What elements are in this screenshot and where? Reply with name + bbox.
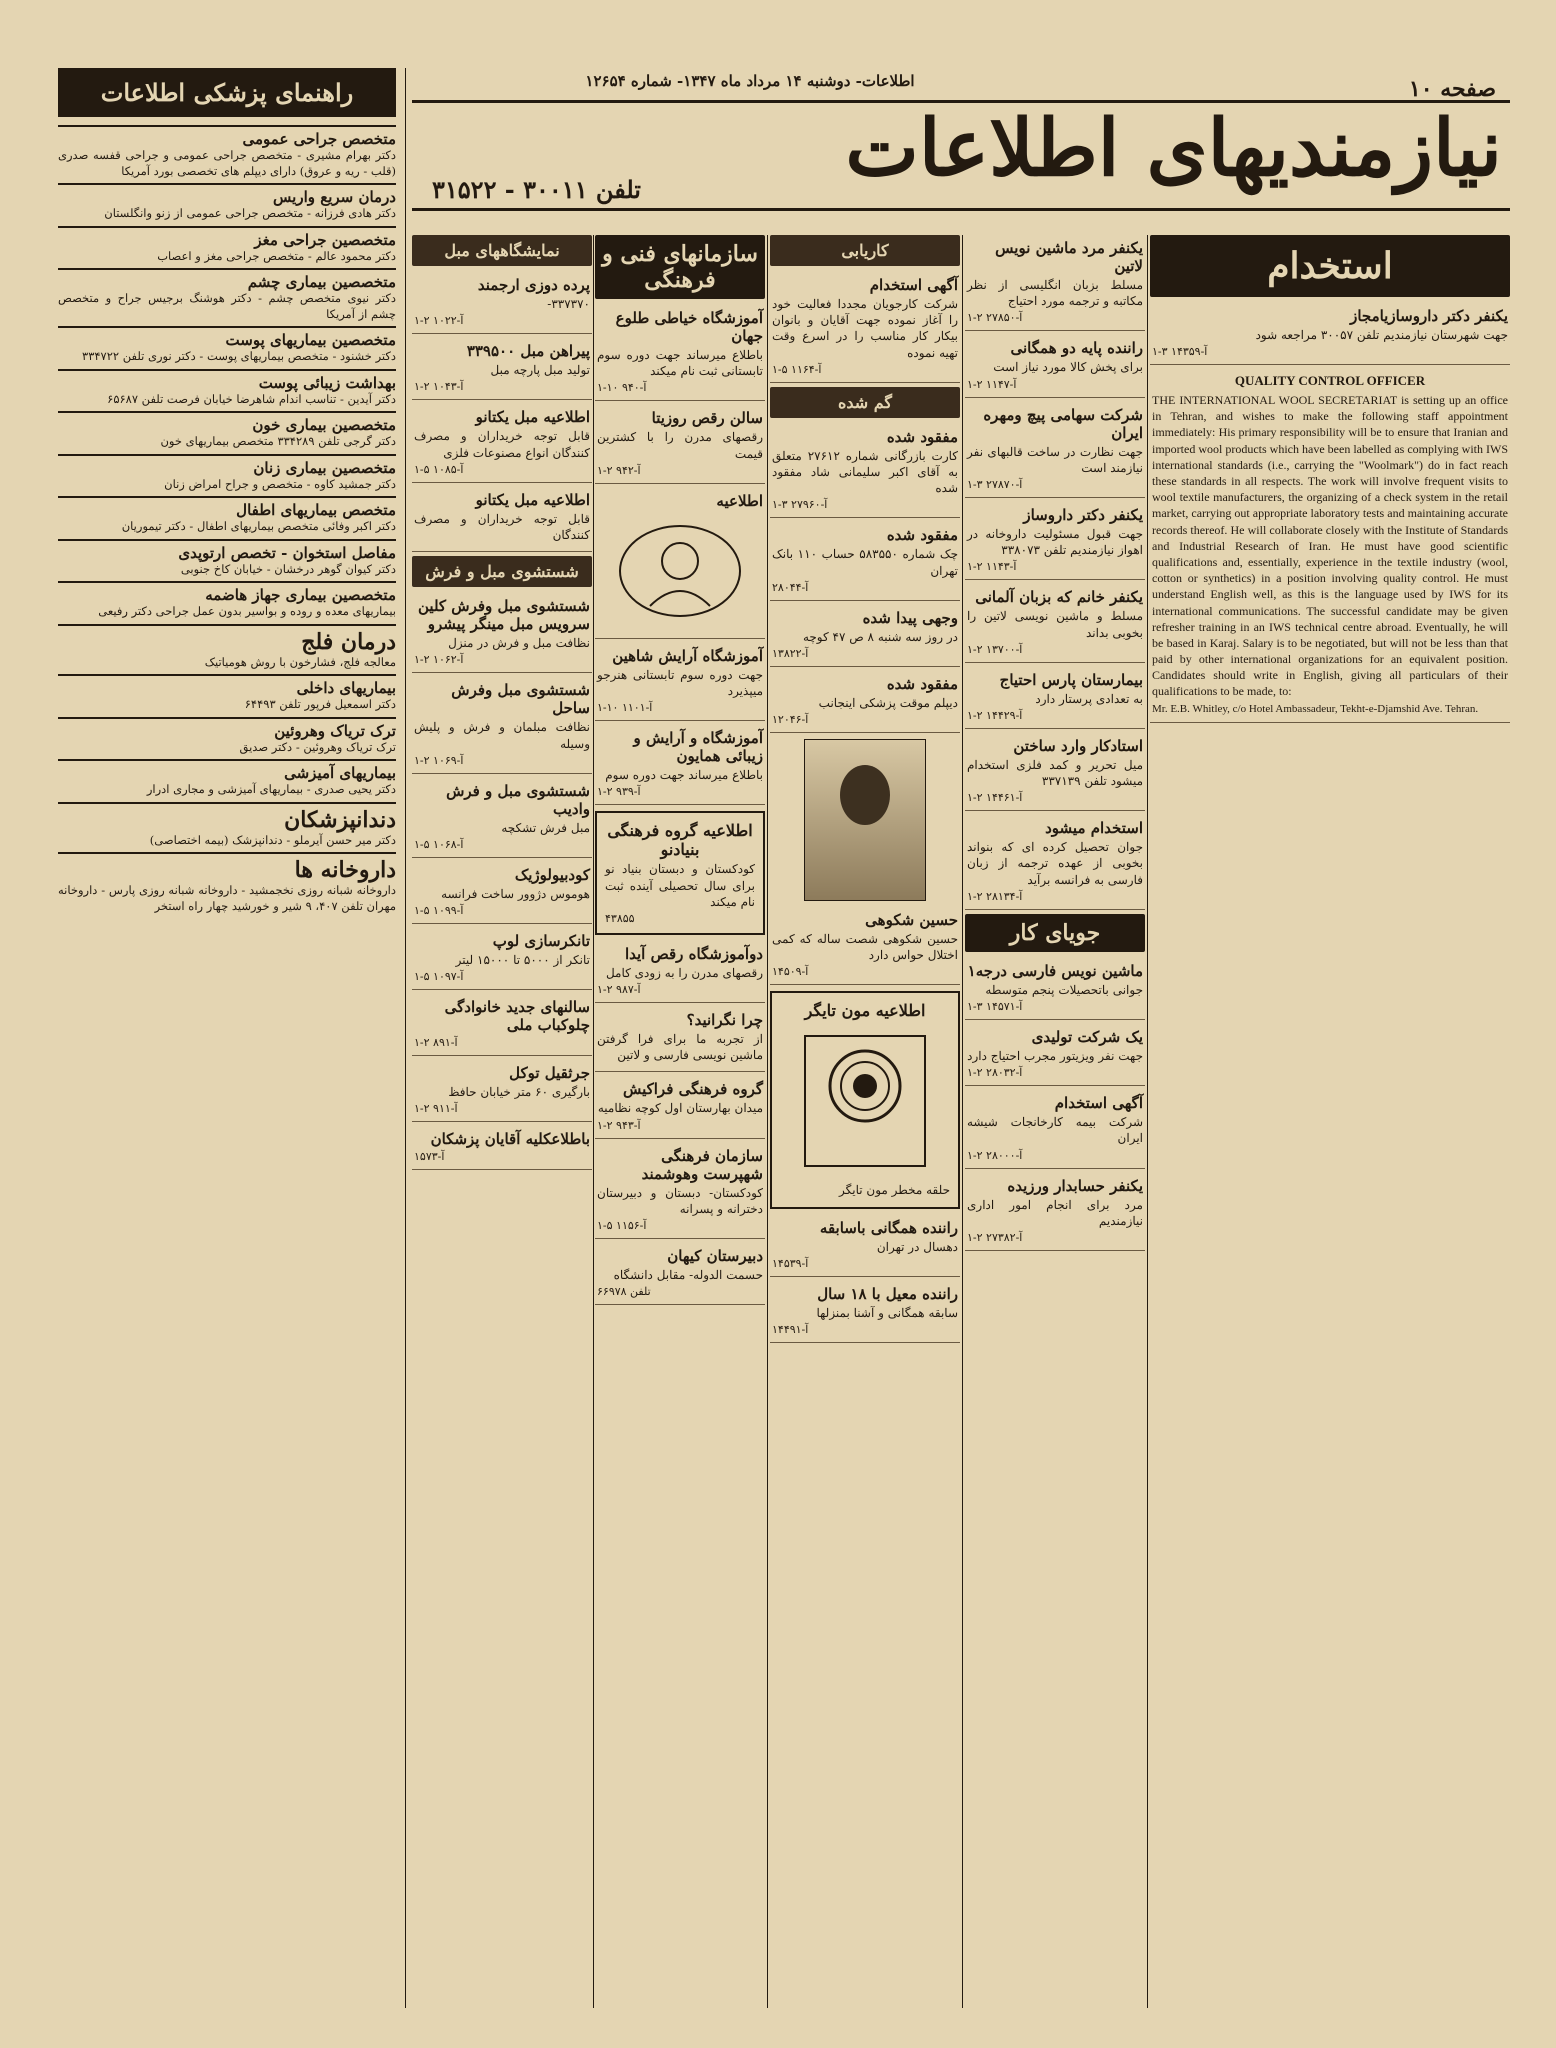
section-header-job-seekers: جویای کار <box>965 914 1145 952</box>
classified-ad: راننده همگانی باسابقه دهسال در تهران ۱۴۵۳۹-آ <box>770 1215 960 1277</box>
medical-section: درمان سریع واریس دکتر هادی فرزانه - متخصص جراحی عمومی از زنو وانگلستان <box>58 183 396 222</box>
medical-section: متخصصین بیماری چشم دکتر نیوی متخصص چشم - دکتر هوشنگ برجیس جراح و متخصص چشم از آمریکا <box>58 268 396 322</box>
column-divider <box>593 235 594 2008</box>
classified-ad: وجهی پیدا شده در روز سه شنبه ۸ ص ۴۷ کوچه ۱۳۸۲۲-آ <box>770 605 960 667</box>
column-divider <box>1147 235 1148 2008</box>
medical-section: متخصصین بیماری جهاز هاضمه بیماریهای معده و روده و بواسیر بدون عمل جراحی دکتر رفیعی <box>58 581 396 620</box>
classified-ad: شستشوی مبل وفرش ساحل نظافت مبلمان و فرش و پلیش وسیله ۱-۲ ۱۰۶۹-آ <box>412 677 592 773</box>
dateline: اطلاعات- دوشنبه ۱۴ مرداد ماه ۱۳۴۷- شماره ۱۲۶۵۴ <box>585 72 915 90</box>
classified-ad: استادکار وارد ساختن میل تحریر و کمد فلزی استخدام میشود تلفن ۳۳۷۱۳۹ ۱-۲ ۱۴۴۶۱-آ <box>965 733 1145 811</box>
classified-ad: تانکرسازی لوپ تانکر از ۵۰۰۰ تا ۱۵۰۰۰ لیتر ۱-۵ ۱۰۹۷-آ <box>412 928 592 990</box>
masthead-title: نیازمندیهای اطلاعات <box>845 103 1502 194</box>
medical-section: متخصص جراحی عمومی دکتر بهرام مشیری - متخصص جراحی عمومی و جراحی قفسه صدری (قلب - ریه و عروق) دارای دیپلم های تخصصی بورد آمریکا <box>58 125 396 179</box>
column-divider <box>767 235 768 2008</box>
classified-ad: اطلاعیه مبل یکتانو قابل توجه خریداران و مصرف کنندگان <box>412 487 592 552</box>
classified-ad: دبیرستان کیهان حسمت الدوله- مقابل دانشگاه تلفن ۶۶۹۷۸ <box>595 1243 765 1305</box>
classified-ad: دوآموزشگاه رقص آیدا رقصهای مدرن را به زودی کامل ۱-۲ ۹۸۷-آ <box>595 941 765 1003</box>
classified-ad: آگهی استخدام شرکت بیمه کارخانجات شیشه ایران ۱-۲ ۲۸۰۰۰-آ <box>965 1090 1145 1168</box>
classified-ad: یکنفر مرد ماشین نویس لاتین مسلط بزبان انگلیسی از نظر مکاتبه و ترجمه مورد احتیاج ۱-۲ ۲۷۸۵۰-آ <box>965 235 1145 331</box>
classified-ad: مفقود شده چک شماره ۵۸۳۵۵۰ حساب ۱۱۰ بانک تهران ۲۸۰۴۴-آ <box>770 522 960 600</box>
classified-ad: ماشین نویس فارسی درجه۱ جوانی باتحصیلات پنجم متوسطه ۱-۳ ۱۴۵۷۱-آ <box>965 958 1145 1020</box>
medical-section: بهداشت زیبائی پوست دکتر آیدین - تناسب اندام شاهرضا خیابان فرصت تلفن ۶۵۶۸۷ <box>58 369 396 408</box>
classified-ad: یکنفر خانم که بزبان آلمانی مسلط و ماشین نویسی لاتین را بخوبی بداند ۱-۲ ۱۳۷۰۰-آ <box>965 584 1145 662</box>
section-header-furniture: نمایشگاههای مبل <box>412 235 592 266</box>
medical-section: داروخانه ها داروخانه شبانه روزی نخجمشید - داروخانه شبانه روزی پارس - داروخانه مهران تلفن ۴۰۷، ۹ شیر و خورشید چهار راه استخر <box>58 852 396 914</box>
classified-ad: آگهی استخدام شرکت کارجویان مجددا فعالیت خود را آغاز نموده جهت آقایان و بانوان بیکار کار مناسب را در اسرع وقت تهیه نموده ۱-۵ ۱۱۶۴-آ <box>770 272 960 383</box>
section-header-employment: استخدام <box>1150 235 1510 297</box>
medical-section: ترک تریاک وهروئین ترک تریاک وهروئین - دکتر صدیق <box>58 717 396 756</box>
classified-ad: کودبیولوژیک هوموس دژوور ساخت فرانسه ۱-۵ ۱۰۹۹-آ <box>412 862 592 924</box>
column-job-agency <box>770 235 960 2008</box>
page-number: صفحه ۱۰ <box>1408 76 1496 102</box>
classified-ad: چرا نگرانید؟ از تجربه ما برای فرا گرفتن ماشین نویسی فارسی و لاتین <box>595 1007 765 1072</box>
section-header-lost: گم شده <box>770 387 960 418</box>
masthead <box>412 100 1510 211</box>
classified-ad: پرده دوزی ارجمند ۳۳۷۳۷۰- ۱-۲ ۱۰۲۲-آ <box>412 272 592 334</box>
column-employment <box>1150 235 1510 2008</box>
classified-ad: شستشوی مبل وفرش کلین سرویس مبل مینگر پیشرو نظافت مبل و فرش در منزل ۱-۲ ۱۰۶۲-آ <box>412 593 592 673</box>
masthead-phones: تلفن ۳۰۰۱۱ - ۳۱۵۲۲ <box>432 175 641 204</box>
classified-ad: آموزشگاه خیاطی طلوع جهان باطلاع میرساند جهت دوره سوم تابستانی ثبت نام میکند ۱-۱۰ ۹۴۰-آ <box>595 305 765 401</box>
classified-ad: گروه فرهنگی فراکیش میدان بهارستان اول کوچه نظامیه ۱-۲ ۹۴۳-آ <box>595 1076 765 1138</box>
section-header-medical: راهنمای پزشکی اطلاعات <box>58 68 396 117</box>
emblem-icon <box>610 516 750 626</box>
classified-ad: سالنهای جدید خانوادگی چلوکباب ملی ۱-۲ ۸۹۱-آ <box>412 994 592 1056</box>
column-furniture <box>412 235 592 2008</box>
moon-tiger-logo <box>795 1026 935 1176</box>
classified-ad: سازمان فرهنگی شهپرست وهوشمند کودکستان- دبستان و دبیرستان دخترانه و پسرانه ۱-۵ ۱۱۵۶-آ <box>595 1143 765 1239</box>
section-header-cleaning: شستشوی مبل و فرش <box>412 556 592 587</box>
column-divider <box>962 235 963 2008</box>
classified-ad: باطلاعکلیه آقایان پزشکان ۱۵۷۳-آ <box>412 1126 592 1170</box>
classified-ad: شستشوی مبل و فرش وادیب مبل فرش تشکچه ۱-۵ ۱۰۶۸-آ <box>412 778 592 858</box>
classified-ad: راننده معیل با ۱۸ سال سابقه همگانی و آشنا بمنزلها ۱۴۴۹۱-آ <box>770 1281 960 1343</box>
classified-ad: سالن رقص روزیتا رقصهای مدرن را با کشترین قیمت ۱-۲ ۹۴۲-آ <box>595 405 765 483</box>
medical-section: متخصصین بیماری خون دکتر گرجی تلفن ۳۳۴۲۸۹ متخصص بیماریهای خون <box>58 411 396 450</box>
classified-ad: راننده پایه دو همگانی برای پخش کالا مورد نیاز است ۱-۲ ۱۱۴۷-آ <box>965 335 1145 397</box>
classified-ad: مفقود شده دیپلم موقت پزشکی اینجانب ۱۲۰۴۶-آ <box>770 671 960 733</box>
classified-ad: بیمارستان پارس احتیاج به تعدادی پرستار دارد ۱-۲ ۱۴۴۲۹-آ <box>965 667 1145 729</box>
classified-ad: پیراهن مبل ۳۳۹۵۰۰ تولید مبل پارچه مبل ۱-۲ ۱۰۴۳-آ <box>412 338 592 400</box>
classified-ad: یکنفر دکتر داروسازیامجاز جهت شهرستان نیازمندیم تلفن ۳۰۰۵۷ مراجعه شود ۱-۳ ۱۴۳۵۹-آ <box>1150 303 1510 365</box>
medical-section: درمان فلج معالجه فلج، فشارخون با روش هومیاتیک <box>58 624 396 671</box>
classified-ad: حسین شکوهی حسین شکوهی شصت ساله که کمی اختلال حواس دارد ۱۴۵۰۹-آ <box>770 907 960 985</box>
classified-ad: یکنفر حسابدار ورزیده مرد برای انجام امور اداری نیازمندیم ۱-۲ ۲۷۳۸۲-آ <box>965 1173 1145 1251</box>
classified-ad: اطلاعیه مبل یکتانو قابل توجه خریداران و مصرف کنندگان انواع مصنوعات فلزی ۱-۵ ۱۰۸۵-آ <box>412 404 592 482</box>
classified-ad: اطلاعیه <box>595 488 765 639</box>
classified-ad: یکنفر دکتر داروساز جهت قبول مسئولیت داروخانه در اهواز نیازمندیم تلفن ۳۳۸۰۷۳ ۱-۲ ۱۱۴۳-آ <box>965 502 1145 580</box>
classified-ad: شرکت سهامی پیچ ومهره ایران جهت نظارت در ساخت قالبهای نفر نیازمند است ۱-۳ ۲۷۸۷۰-آ <box>965 402 1145 498</box>
classified-ad: یک شرکت تولیدی جهت نفر ویزیتور مجرب احتیاج دارد ۱-۲ ۲۸۰۳۲-آ <box>965 1024 1145 1086</box>
medical-section: بیماریهای آمیزشی دکتر یحیی صدری - بیماریهای آمیزشی و مجاری ادرار <box>58 759 396 798</box>
medical-section: مفاصل استخوان - تخصص ارتوپدی دکتر کیوان گوهر درخشان - خیابان کاخ جنوبی <box>58 539 396 578</box>
classified-ad: اطلاعیه گروه فرهنگی بنیادنو کودکستان و دبستان بنیاد نو برای سال تحصیلی آینده ثبت نام میکند ۴۳۸۵۵ <box>595 811 765 935</box>
medical-section: بیماریهای داخلی دکتر اسمعیل فرپور تلفن ۶۴۴۹۳ <box>58 674 396 713</box>
classified-ad: آموزشگاه و آرایش و زیبائی همایون باطلاع میرساند جهت دوره سوم ۱-۲ ۹۳۹-آ <box>595 725 765 805</box>
medical-section: دندانپزشکان دکتر میر حسن آیرملو - دندانپزشک (بیمه اختصاصی) <box>58 802 396 849</box>
medical-section: متخصصین بیماریهای پوست دکتر خشنود - متخصص بیماریهای پوست - دکتر نوری تلفن ۳۳۴۷۲۲ <box>58 326 396 365</box>
medical-section: متخصص بیماریهای اطفال دکتر اکبر وفائی متخصص بیماریهای اطفال - دکتر تیموریان <box>58 496 396 535</box>
classified-ad: مفقود شده کارت بازرگانی شماره ۲۷۶۱۲ متعلق به آقای اکبر سلیمانی شاد مفقود شده ۱-۳ ۲۷۹۶۰-آ <box>770 424 960 519</box>
medical-section: متخصصین بیماری زنان دکتر جمشید کاوه - متخصص و جراح امراض زنان <box>58 454 396 493</box>
medical-section: متخصصین جراحی مغز دکتر محمود عالم - متخصص جراحی مغز و اعصاب <box>58 226 396 265</box>
english-classified-ad: QUALITY CONTROL OFFICER THE INTERNATIONAL WOOL SECRETARIAT is setting up an office in Tehran, and wishes to make the following staff appointment immediately: His primary responsibility will be to ensure that Iranian and imported wool products which have been labelled as complying with IWS international standards (i.e., carrying the "Woolmark") do in fact reach these standards in all respects. The work will involve frequent visits to wool textile manufacturers, the organizing of a check system in the retail market, carrying out appropriate laboratory tests and maintaining accurate records thereof. He will collaborate closely with the Institute of Standards and Industrial Research of Iran. He must have good scientific qualifications and, essentially, experience in the textile industry (wool, cotton or synthetics) in a position involving quality control. He must understand English well, as this is the language used by IWS for its international communications. The successful candidate may be given refresher training in an IWS technical centre abroad. Eventually, he will be based in Karaj. Salary is to be negotiated, but will not be less than that paid by other international organizations for an equivalent position. Candidates should write in English, giving all particulars of their qualifications to be made, to: Mr. E.B. Whitley, c/o Hotel Ambassadeur, Tekht-e-Djamshid Ave. Tehran. <box>1150 369 1510 723</box>
portrait-photo <box>804 739 926 901</box>
column-divider <box>405 68 406 2008</box>
classified-ad: استخدام میشود جوان تحصیل کرده ای که بنواند بخوبی از عهده ترجمه از زبان فارسی به فرانسه برآید ۱-۲ ۲۸۱۳۴-آ <box>965 815 1145 910</box>
classified-ad: آموزشگاه آرایش شاهین جهت دوره سوم تابستانی هنرجو میپذیرد ۱-۱۰ ۱۱۰۱-آ <box>595 643 765 721</box>
column-medical-guide <box>58 68 396 2008</box>
column-employment-continued <box>965 235 1145 2008</box>
section-header-cultural: سازمانهای فنی و فرهنگی <box>595 235 765 299</box>
column-cultural <box>595 235 765 2008</box>
moon-tiger-ad: اطلاعیه مون تایگر حلقه مخطر مون تایگر <box>770 991 960 1208</box>
classified-ad: جرثقیل توکل بارگیری ۶۰ متر خیابان حافظ ۱-۲ ۹۱۱-آ <box>412 1060 592 1122</box>
section-header-job-agency: کاریابی <box>770 235 960 266</box>
